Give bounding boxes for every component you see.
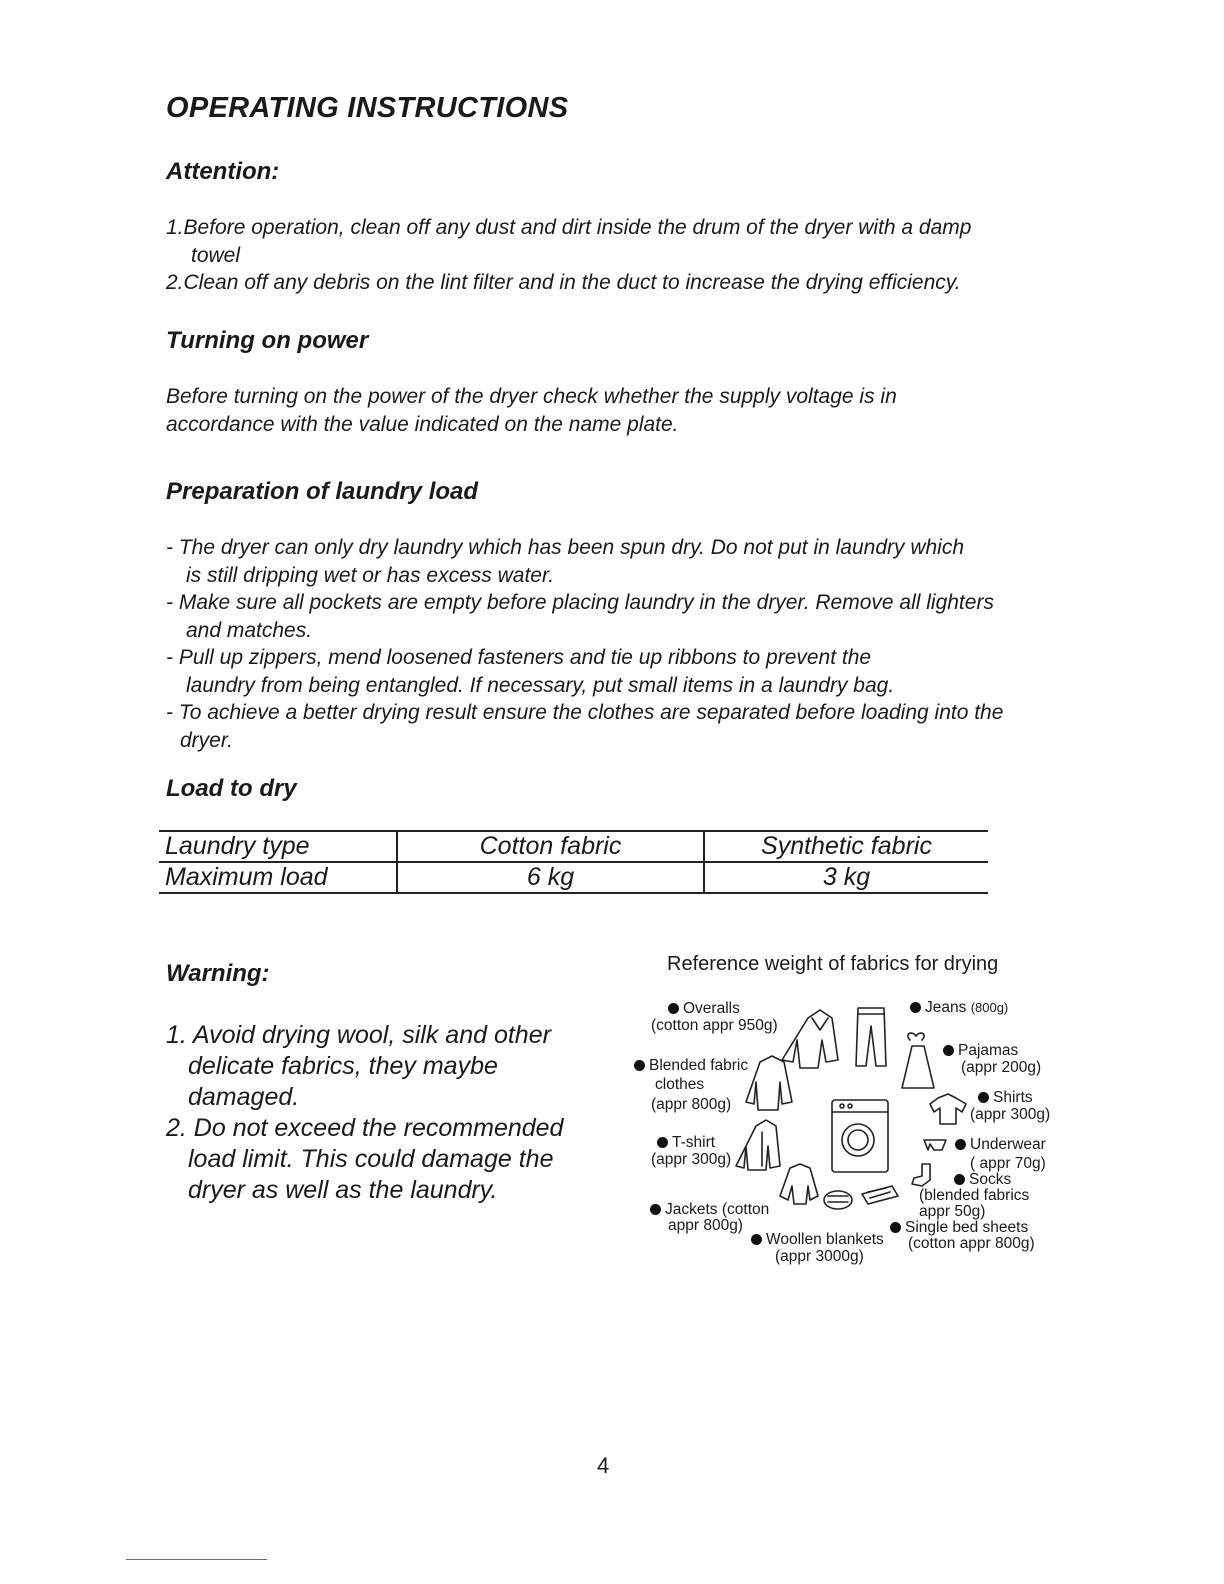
jacket-icon [780, 1164, 818, 1204]
label-text: Blended fabric [649, 1057, 749, 1074]
table-cell: Laundry type [159, 831, 397, 862]
warning-heading: Warning: [166, 960, 270, 987]
bullet-dot [890, 1222, 901, 1233]
warning-item-1-cont: delicate fabrics, they maybe [188, 1052, 498, 1080]
label-tshirt-weight: (appr 300g) [651, 1151, 732, 1168]
prep-bullet-3-cont: laundry from being entangled. If necessary, put small items in a laundry bag. [186, 673, 895, 697]
label-text: Overalls [683, 1000, 740, 1017]
power-line-2: accordance with the value indicated on the name plate. [166, 412, 679, 436]
bullet-dot [955, 1139, 966, 1150]
load-heading: Load to dry [166, 775, 297, 802]
table-cell: 3 kg [704, 862, 988, 893]
power-heading: Turning on power [166, 327, 369, 354]
label-underwear [955, 1137, 1046, 1154]
label-text: Single bed sheets [905, 1219, 1029, 1236]
label-socks-weight: appr 50g) [919, 1203, 986, 1220]
footer-rule [126, 1559, 267, 1560]
prep-bullet-2: - Make sure all pockets are empty before placing laundry in the dryer. Remove all lighters [166, 591, 994, 614]
label-blended [634, 1058, 748, 1075]
label-shirts [978, 1090, 1033, 1107]
preparation-heading: Preparation of laundry load [166, 478, 479, 505]
label-underwear-weight: ( appr 70g) [970, 1155, 1046, 1172]
prep-bullet-3: - Pull up zippers, mend loosened fasteners and tie up ribbons to prevent the [166, 646, 872, 669]
label-text: Jeans [925, 999, 967, 1016]
bullet-dot [751, 1234, 762, 1245]
page-title: OPERATING INSTRUCTIONS [166, 92, 569, 124]
label-woollen-weight: (appr 3000g) [775, 1248, 864, 1265]
blended-clothes-icon [746, 1056, 792, 1110]
pajamas-icon [902, 1033, 934, 1088]
label-text: Jackets (cotton [665, 1201, 770, 1218]
jeans-icon [856, 1008, 886, 1066]
bed-sheets-icon [862, 1186, 898, 1204]
label-text: Socks [969, 1171, 1012, 1188]
label-text: Shirts [993, 1089, 1033, 1106]
label-text: Woollen blankets [766, 1231, 884, 1248]
warning-item-1-cont: damaged. [188, 1083, 300, 1111]
bullet-dot [910, 1002, 921, 1013]
warning-item-2: 2. Do not exceed the recommended [166, 1114, 564, 1142]
label-sheets-weight: (cotton appr 800g) [908, 1235, 1035, 1252]
underwear-icon [924, 1140, 946, 1150]
prep-bullet-1: - The dryer can only dry laundry which has been spun dry. Do not put in laundry which [166, 536, 965, 559]
label-blended-weight: (appr 800g) [651, 1096, 732, 1113]
bullet-dot [943, 1045, 954, 1056]
shirts-icon [930, 1094, 966, 1124]
label-woollen [751, 1232, 884, 1249]
bullet-dot [650, 1204, 661, 1215]
figure-title: Reference weight of fabrics for drying [667, 953, 999, 975]
label-socks-2: (blended fabrics [919, 1187, 1030, 1204]
bullet-dot [978, 1092, 989, 1103]
woollen-blanket-icon [824, 1191, 852, 1209]
socks-icon [912, 1164, 930, 1186]
label-text: Underwear [970, 1136, 1046, 1153]
attention-heading: Attention: [166, 158, 280, 185]
label-text: T-shirt [672, 1134, 716, 1151]
bullet-dot [657, 1137, 668, 1148]
attention-item-1: 1.Before operation, clean off any dust and dirt inside the drum of the dryer with a damp [166, 216, 972, 239]
label-overalls [668, 1001, 740, 1018]
bullet-dot [668, 1003, 679, 1014]
attention-item-1-cont: towel [191, 243, 241, 267]
warning-item-2-cont: dryer as well as the laundry. [188, 1176, 498, 1204]
dryer-icon [832, 1100, 888, 1172]
prep-bullet-1-cont: is still dripping wet or has excess water. [186, 563, 555, 587]
prep-bullet-2-cont: and matches. [186, 618, 313, 642]
prep-bullet-4: - To achieve a better drying result ensure the clothes are separated before loading into the [166, 701, 1004, 724]
prep-bullet-4-cont: dryer. [180, 728, 233, 752]
bullet-dot [634, 1060, 645, 1071]
table-cell: Maximum load [159, 862, 397, 893]
label-overalls-weight: (cotton appr 950g) [651, 1017, 778, 1034]
table-cell: 6 kg [397, 862, 704, 893]
attention-item-2: 2.Clean off any debris on the lint filter and in the duct to increase the drying efficiency. [166, 271, 961, 294]
label-weight: (800g) [970, 1000, 1009, 1015]
label-jackets-weight: appr 800g) [668, 1217, 743, 1234]
tshirt-icon [736, 1120, 780, 1170]
table-cell: Cotton fabric [397, 831, 704, 862]
label-pajamas-weight: (appr 200g) [961, 1059, 1042, 1076]
power-line-1: Before turning on the power of the dryer check whether the supply voltage is in [166, 385, 897, 408]
label-shirts-weight: (appr 300g) [970, 1106, 1051, 1123]
label-text: Pajamas [958, 1042, 1019, 1059]
warning-item-2-cont: load limit. This could damage the [188, 1145, 554, 1173]
page-number: 4 [597, 1453, 610, 1478]
bullet-dot [954, 1174, 965, 1185]
label-blended-2: clothes [655, 1076, 705, 1093]
overalls-icon [782, 1010, 838, 1068]
table-cell: Synthetic fabric [704, 831, 988, 862]
label-tshirt [657, 1135, 715, 1152]
warning-item-1: 1. Avoid drying wool, silk and other [166, 1021, 551, 1049]
label-pajamas [943, 1043, 1018, 1060]
label-jeans [910, 1000, 1008, 1017]
